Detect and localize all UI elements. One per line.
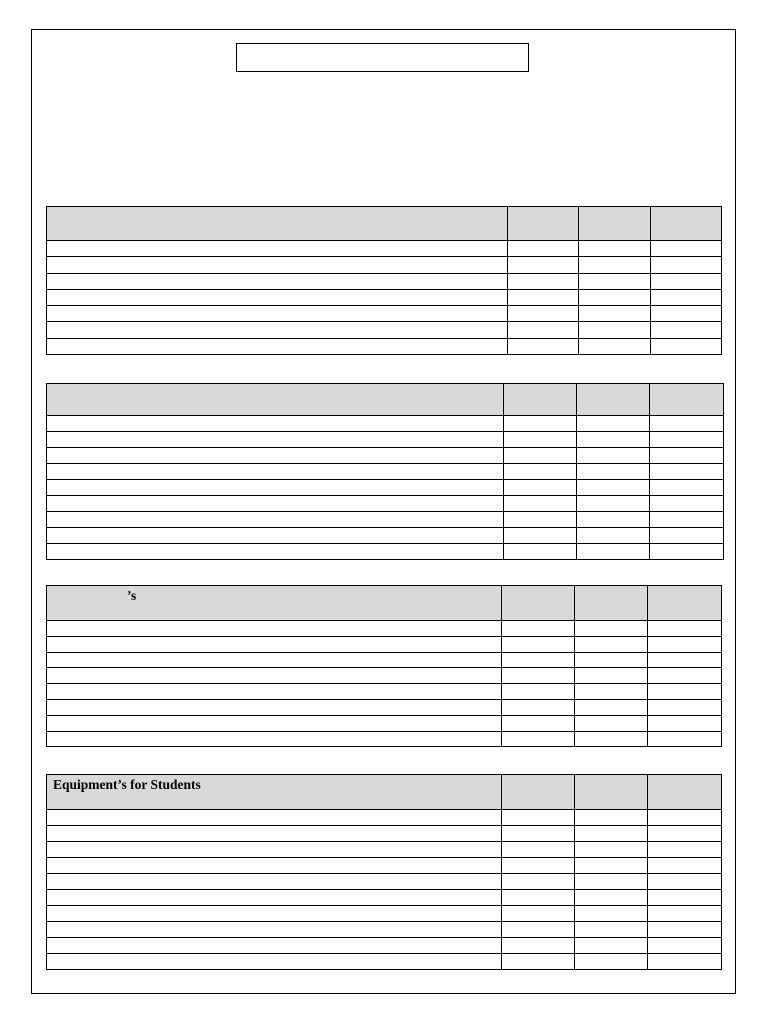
table-row [47, 322, 722, 338]
table-cell [47, 544, 504, 560]
table-cell [579, 289, 651, 305]
document-title-box [236, 43, 529, 72]
table-cell [648, 954, 722, 970]
header-cell [502, 586, 575, 621]
table-cell [648, 922, 722, 938]
table-cell [47, 464, 504, 480]
table-cell [502, 636, 575, 652]
table-cell [575, 684, 648, 700]
header-cell [575, 775, 648, 810]
table-cell [47, 322, 508, 338]
table-cell [648, 906, 722, 922]
table-row [47, 668, 722, 684]
section-heading-cell [47, 207, 508, 241]
table-cell [47, 636, 502, 652]
table-cell [502, 874, 575, 890]
table-cell [575, 715, 648, 731]
table-cell [577, 464, 650, 480]
table-cell [575, 938, 648, 954]
table-row [47, 241, 722, 257]
table-cell [651, 289, 722, 305]
table-cell [502, 731, 575, 747]
table-row [47, 496, 724, 512]
header-cell [648, 586, 722, 621]
table-cell [502, 810, 575, 826]
table-cell [508, 273, 579, 289]
table-cell [651, 338, 722, 354]
table-cell [502, 906, 575, 922]
table-cell [575, 922, 648, 938]
table-cell [648, 826, 722, 842]
table-cell [47, 842, 502, 858]
header-cell [577, 384, 650, 416]
table-cell [648, 842, 722, 858]
table-cell [47, 652, 502, 668]
table-row [47, 890, 722, 906]
table-cell [575, 954, 648, 970]
table-cell [579, 338, 651, 354]
table-row [47, 874, 722, 890]
section-table-4 [46, 774, 722, 970]
table-cell [575, 621, 648, 637]
table-cell [577, 432, 650, 448]
table-cell [502, 842, 575, 858]
section-table-1 [46, 206, 722, 355]
table-header-row [47, 775, 722, 810]
table-cell [47, 731, 502, 747]
section-table-body [47, 775, 722, 970]
table-cell [651, 241, 722, 257]
table-row [47, 464, 724, 480]
table-cell [47, 954, 502, 970]
table-cell [504, 496, 577, 512]
section-table-body [47, 384, 724, 560]
table-cell [648, 858, 722, 874]
table-cell [47, 528, 504, 544]
table-cell [575, 906, 648, 922]
table-cell [47, 480, 504, 496]
header-cell [575, 586, 648, 621]
table-cell [575, 874, 648, 890]
table-row [47, 731, 722, 747]
table-cell [508, 306, 579, 322]
section-table-body [47, 207, 722, 355]
table-cell [504, 448, 577, 464]
table-row [47, 448, 724, 464]
table-cell [47, 699, 502, 715]
header-cell [579, 207, 651, 241]
table-row [47, 512, 724, 528]
table-cell [47, 668, 502, 684]
table-cell [648, 621, 722, 637]
table-row [47, 257, 722, 273]
table-cell [648, 810, 722, 826]
table-cell [47, 289, 508, 305]
table-cell [508, 289, 579, 305]
table-cell [502, 922, 575, 938]
table-cell [502, 668, 575, 684]
table-row [47, 621, 722, 637]
table-cell [577, 544, 650, 560]
table-cell [579, 306, 651, 322]
table-row [47, 715, 722, 731]
table-cell [651, 273, 722, 289]
table-cell [47, 684, 502, 700]
table-cell [502, 858, 575, 874]
section-heading: ’s [127, 588, 137, 603]
header-cell [648, 775, 722, 810]
table-cell [648, 668, 722, 684]
table-cell [504, 464, 577, 480]
table-cell [651, 306, 722, 322]
table-cell [651, 322, 722, 338]
table-cell [504, 528, 577, 544]
header-cell [651, 207, 722, 241]
table-cell [502, 954, 575, 970]
table-row [47, 338, 722, 354]
table-cell [504, 512, 577, 528]
table-cell [575, 842, 648, 858]
table-cell [504, 480, 577, 496]
table-cell [47, 432, 504, 448]
section-heading-cell [47, 586, 502, 621]
header-cell [650, 384, 724, 416]
table-cell [577, 512, 650, 528]
table-cell [502, 890, 575, 906]
table-cell [575, 731, 648, 747]
table-cell [648, 938, 722, 954]
table-cell [47, 858, 502, 874]
table-cell [648, 890, 722, 906]
table-cell [575, 810, 648, 826]
table-cell [579, 257, 651, 273]
table-cell [47, 922, 502, 938]
section-table-2 [46, 383, 724, 560]
table-row [47, 480, 724, 496]
table-cell [579, 241, 651, 257]
section-heading [47, 207, 507, 211]
table-cell [508, 322, 579, 338]
table-row [47, 906, 722, 922]
table-cell [47, 448, 504, 464]
table-row [47, 528, 724, 544]
table-cell [47, 890, 502, 906]
table-cell [47, 257, 508, 273]
table-row [47, 684, 722, 700]
table-row [47, 810, 722, 826]
table-row [47, 416, 724, 432]
table-row [47, 699, 722, 715]
table-cell [47, 938, 502, 954]
table-cell [575, 826, 648, 842]
table-cell [650, 528, 724, 544]
table-cell [508, 241, 579, 257]
table-cell [650, 512, 724, 528]
table-header-row [47, 207, 722, 241]
table-header-row [47, 384, 724, 416]
table-cell [47, 338, 508, 354]
table-cell [650, 464, 724, 480]
table-cell [577, 448, 650, 464]
header-cell [508, 207, 579, 241]
section-table-body [47, 586, 722, 747]
table-cell [502, 715, 575, 731]
table-cell [651, 257, 722, 273]
table-cell [650, 448, 724, 464]
table-cell [47, 810, 502, 826]
table-cell [502, 938, 575, 954]
table-cell [47, 826, 502, 842]
table-cell [577, 496, 650, 512]
table-cell [650, 416, 724, 432]
table-cell [648, 715, 722, 731]
table-row [47, 842, 722, 858]
table-cell [47, 416, 504, 432]
table-row [47, 826, 722, 842]
table-row [47, 858, 722, 874]
table-cell [575, 858, 648, 874]
table-cell [47, 715, 502, 731]
section-heading-cell [47, 775, 502, 810]
table-row [47, 938, 722, 954]
table-cell [575, 890, 648, 906]
table-cell [650, 544, 724, 560]
table-header-row [47, 586, 722, 621]
table-cell [508, 257, 579, 273]
table-row [47, 652, 722, 668]
table-cell [502, 826, 575, 842]
table-cell [504, 416, 577, 432]
table-row [47, 636, 722, 652]
table-cell [650, 496, 724, 512]
table-row [47, 954, 722, 970]
table-cell [575, 668, 648, 684]
table-cell [47, 306, 508, 322]
table-cell [650, 480, 724, 496]
table-cell [577, 480, 650, 496]
table-cell [504, 432, 577, 448]
table-row [47, 289, 722, 305]
table-cell [47, 241, 508, 257]
table-cell [47, 496, 504, 512]
section-heading: Equipment’s for Students [53, 777, 201, 792]
table-cell [575, 652, 648, 668]
table-cell [502, 621, 575, 637]
table-cell [47, 512, 504, 528]
section-table-3 [46, 585, 722, 747]
table-cell [47, 621, 502, 637]
table-cell [577, 416, 650, 432]
table-cell [648, 652, 722, 668]
table-cell [648, 684, 722, 700]
table-cell [648, 874, 722, 890]
table-row [47, 922, 722, 938]
table-cell [579, 273, 651, 289]
table-cell [502, 684, 575, 700]
table-cell [508, 338, 579, 354]
header-cell [502, 775, 575, 810]
table-cell [47, 906, 502, 922]
table-cell [502, 699, 575, 715]
table-cell [47, 874, 502, 890]
table-row [47, 273, 722, 289]
section-heading [47, 384, 503, 388]
table-cell [575, 636, 648, 652]
table-cell [504, 544, 577, 560]
table-row [47, 306, 722, 322]
table-row [47, 544, 724, 560]
table-cell [579, 322, 651, 338]
table-cell [577, 528, 650, 544]
header-cell [504, 384, 577, 416]
table-cell [575, 699, 648, 715]
table-cell [648, 731, 722, 747]
table-cell [502, 652, 575, 668]
table-cell [47, 273, 508, 289]
table-cell [648, 636, 722, 652]
table-cell [650, 432, 724, 448]
table-row [47, 432, 724, 448]
table-cell [648, 699, 722, 715]
section-heading-cell [47, 384, 504, 416]
